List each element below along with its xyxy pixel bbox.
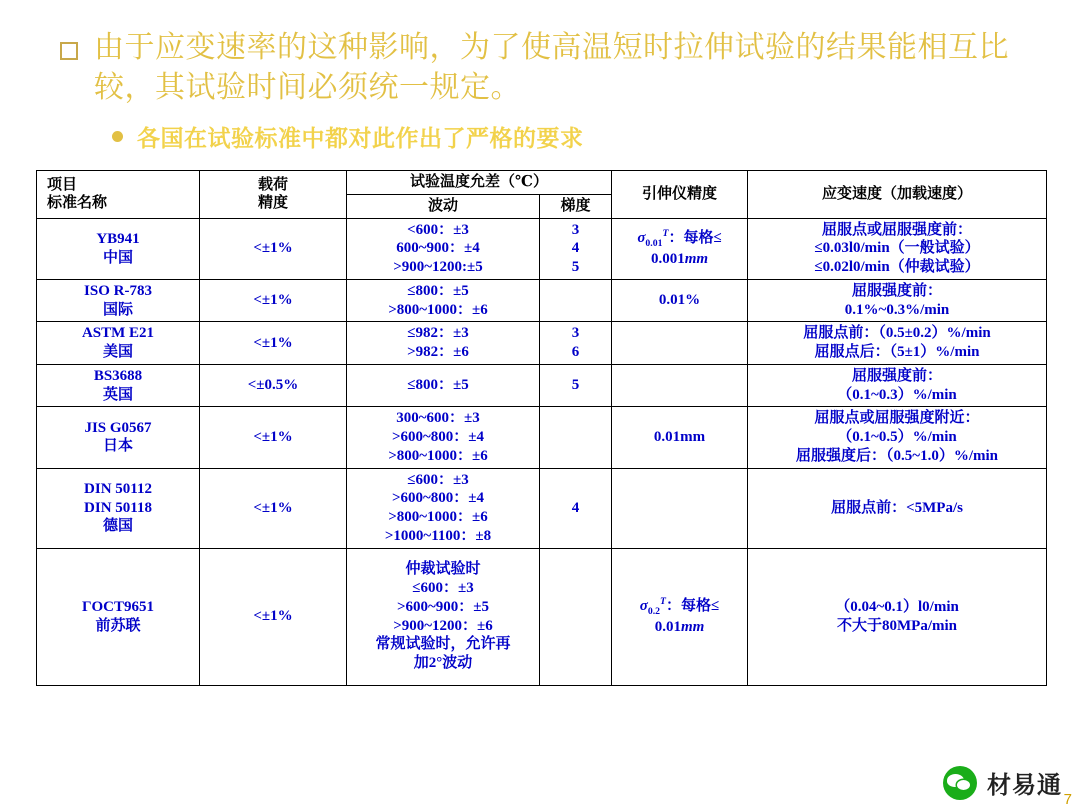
- cell-strain-rate: [748, 468, 1047, 548]
- strain-line: 不大于80MPa/min: [837, 617, 958, 634]
- std-name: DIN 50112: [84, 480, 152, 497]
- header-item-cell: [37, 171, 200, 219]
- std-country: 美国: [102, 344, 133, 360]
- fluct-line: >900~1200：±6: [393, 617, 493, 634]
- page-number: 7: [1063, 791, 1072, 808]
- table-header-row-1: [37, 171, 1047, 195]
- fluct-line: >800~1000：±6: [388, 447, 488, 464]
- strain-line: 屈服点或屈服强度前：: [822, 221, 973, 238]
- std-country: 日本: [102, 438, 133, 455]
- cell-fluctuation: [347, 218, 540, 279]
- sigma-subscript: 0.2: [647, 606, 661, 618]
- table-row: [37, 364, 1047, 407]
- cell-strain-rate: [748, 548, 1047, 685]
- cell-extensometer: [612, 322, 748, 365]
- std-name: ISO R-783: [84, 282, 152, 299]
- std-name: JIS G0567: [84, 419, 152, 436]
- fluct-line: 常规试验时，允许再: [375, 636, 511, 653]
- cell-extensometer: 0.01mm: [612, 407, 748, 468]
- grad-line: 5: [571, 259, 580, 275]
- fluct-line: 仲裁试验时: [405, 561, 481, 578]
- std-country: 英国: [102, 386, 133, 403]
- std-country: 中国: [102, 249, 133, 266]
- header-fluctuation: 波动: [347, 194, 540, 218]
- fluct-line: >800~1000：±6: [388, 509, 488, 525]
- cell-standard-name: [37, 468, 200, 548]
- header-item-line1: 项目: [47, 176, 78, 193]
- cell-strain-rate: [748, 364, 1047, 407]
- fluct-line: ≤800：±5: [407, 377, 469, 394]
- square-bullet-icon: [60, 42, 78, 60]
- cell-gradient: [540, 548, 612, 685]
- brand-name: 材易通: [987, 773, 1062, 799]
- cell-extensometer: 0.01%: [612, 279, 748, 322]
- header-load-accuracy-line1: 载荷: [257, 176, 288, 193]
- table-row: [37, 279, 1047, 322]
- cell-standard-name: [37, 279, 200, 322]
- grad-line: 4: [571, 240, 580, 257]
- cell-load-accuracy: <±1%: [200, 468, 347, 548]
- bullet-2-text: 各国在试验标准中都对此作出了严格的要求: [137, 126, 584, 151]
- cell-fluctuation: [347, 279, 540, 322]
- cell-gradient: [540, 218, 612, 279]
- grad-line: 4: [571, 499, 580, 516]
- sigma-symbol: σ: [639, 598, 648, 615]
- sigma-superscript: T: [660, 596, 667, 608]
- cell-extensometer: [612, 364, 748, 407]
- table-row: [37, 322, 1047, 365]
- std-name: ASTM E21: [81, 325, 155, 342]
- cell-fluctuation: [347, 322, 540, 365]
- cell-load-accuracy: <±1%: [200, 548, 347, 685]
- std-country: 国际: [102, 301, 133, 318]
- cell-load-accuracy: <±0.5%: [200, 364, 347, 407]
- cell-extensometer: [612, 218, 748, 279]
- dot-bullet-icon: [112, 131, 123, 142]
- sigma-superscript: T: [662, 228, 669, 240]
- extenso-text: ：每格: [668, 230, 714, 247]
- header-strain-rate: 应变速度（加载速度）: [748, 171, 1047, 219]
- cell-standard-name: [37, 364, 200, 407]
- cell-gradient: [540, 279, 612, 322]
- sigma-symbol: σ: [637, 230, 646, 247]
- cell-fluctuation: [347, 364, 540, 407]
- fluct-line: ≤800：±5: [407, 282, 469, 299]
- fluct-line: ≤982：±3: [407, 325, 469, 342]
- grad-line: 3: [571, 325, 580, 342]
- cell-gradient: [540, 364, 612, 407]
- cell-gradient: [540, 468, 612, 548]
- header-extensometer: 引伸仪精度: [612, 171, 748, 219]
- extenso-unit: mm: [680, 619, 705, 636]
- table-row: [37, 218, 1047, 279]
- strain-line: （0.1~0.5）%/min: [837, 429, 957, 445]
- cell-fluctuation: [347, 548, 540, 685]
- grad-line: 6: [571, 344, 580, 360]
- standards-table: [36, 170, 1047, 686]
- strain-line: 屈服点后：（5±1）%/min: [814, 344, 980, 360]
- std-country: 前苏联: [95, 617, 141, 634]
- bullet-paragraph-1: [60, 28, 1040, 107]
- grad-line: 5: [571, 377, 580, 394]
- extenso-text: ：每格: [666, 598, 712, 615]
- standards-table-wrapper: [36, 170, 1046, 686]
- cell-gradient: [540, 407, 612, 468]
- extenso-value: ≤ 0.001: [650, 230, 722, 268]
- strain-line: 屈服强度前：: [852, 367, 943, 384]
- cell-gradient: [540, 322, 612, 365]
- cell-standard-name: [37, 218, 200, 279]
- std-name: BS3688: [93, 367, 143, 384]
- fluct-line: ≤600：±3: [412, 580, 474, 596]
- strain-line: 屈服强度前：: [852, 282, 943, 299]
- strain-line: 屈服强度后：（0.5~1.0）%/min: [796, 447, 998, 464]
- fluct-line: >600~900：±5: [396, 598, 490, 615]
- fluct-line: >800~1000：±6: [388, 301, 488, 318]
- grad-line: 3: [571, 221, 580, 238]
- fluct-line: 300~600：±3: [396, 410, 480, 427]
- fluct-line: >982：±6: [407, 344, 469, 360]
- std-name-2: DIN 50118: [84, 499, 152, 516]
- std-name: ГOCT9651: [81, 598, 155, 615]
- bullet-paragraph-2: [112, 120, 584, 153]
- fluct-line: 600~900：±4: [396, 240, 480, 257]
- cell-strain-rate: [748, 322, 1047, 365]
- std-name: YB941: [96, 230, 140, 247]
- extenso-value: ≤ 0.01: [654, 598, 720, 636]
- strain-line: （0.1~0.3）%/min: [837, 386, 957, 403]
- cell-standard-name: [37, 407, 200, 468]
- cell-extensometer: [612, 468, 748, 548]
- strain-line: ≤0.02l0/min（仲裁试验）: [814, 259, 980, 275]
- cell-fluctuation: [347, 407, 540, 468]
- bullet-1-text: 由于应变速率的这种影响，为了使高温短时拉伸试验的结果能相互比较，其试验时间必须统一规定。: [94, 31, 1009, 104]
- strain-line: 0.1%~0.3%/min: [844, 301, 950, 318]
- fluct-line: 加2°波动: [413, 655, 473, 671]
- header-temp-tolerance: 试验温度允差（℃）: [347, 171, 612, 195]
- strain-line: 屈服点前：<5MPa/s: [831, 499, 963, 516]
- header-gradient: 梯度: [540, 194, 612, 218]
- cell-standard-name: [37, 548, 200, 685]
- cell-load-accuracy: <±1%: [200, 279, 347, 322]
- header-load-accuracy-line2: 精度: [257, 195, 288, 212]
- cell-fluctuation: [347, 468, 540, 548]
- fluct-line: >900~1200:±5: [393, 259, 483, 275]
- cell-standard-name: [37, 322, 200, 365]
- cell-load-accuracy: <±1%: [200, 322, 347, 365]
- header-item-line2: 标准名称: [47, 195, 108, 212]
- extenso-unit: mm: [684, 251, 709, 268]
- std-country: 德国: [102, 518, 133, 535]
- fluct-line: >600~800：±4: [391, 490, 485, 507]
- cell-extensometer: [612, 548, 748, 685]
- table-row: [37, 468, 1047, 548]
- cell-strain-rate: [748, 407, 1047, 468]
- sigma-subscript: 0.01: [645, 238, 663, 250]
- cell-load-accuracy: <±1%: [200, 407, 347, 468]
- fluct-line: >1000~1100：±8: [384, 527, 492, 544]
- strain-line: 屈服点或屈服强度附近：: [814, 410, 980, 427]
- header-load-accuracy: [200, 171, 347, 219]
- table-row: [37, 548, 1047, 685]
- strain-line: （0.04~0.1）l0/min: [835, 598, 959, 615]
- cell-strain-rate: [748, 279, 1047, 322]
- fluct-line: >600~800：±4: [391, 429, 485, 445]
- wechat-icon: [943, 766, 977, 800]
- cell-strain-rate: [748, 218, 1047, 279]
- cell-load-accuracy: <±1%: [200, 218, 347, 279]
- fluct-line: ≤600：±3: [407, 471, 469, 488]
- footer-brand: [943, 765, 1062, 800]
- strain-line: ≤0.03l0/min（一般试验）: [814, 240, 980, 257]
- strain-line: 屈服点前：（0.5±0.2）%/min: [803, 325, 991, 342]
- fluct-line: <600：±3: [407, 221, 469, 238]
- table-row: [37, 407, 1047, 468]
